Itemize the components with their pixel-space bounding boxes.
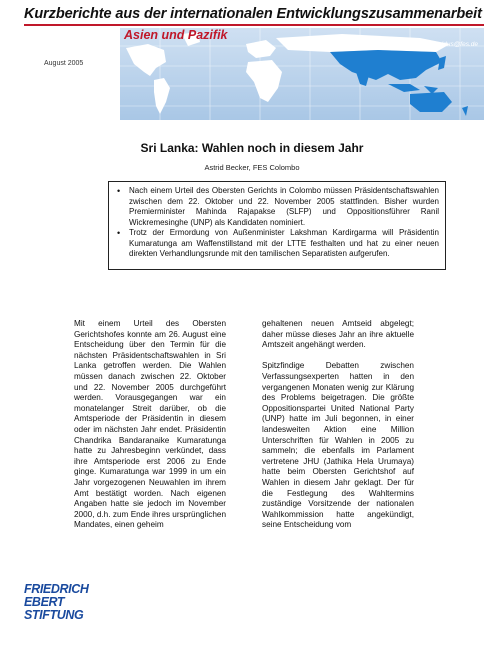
logo-line: FRIEDRICH [24, 582, 89, 596]
article-title: Sri Lanka: Wahlen noch in diesem Jahr [140, 141, 364, 155]
summary-list [115, 186, 439, 260]
region-title: Asien und Pazifik [124, 28, 228, 42]
logo-line: STIFTUNG [24, 608, 84, 622]
logo-line: EBERT [24, 595, 65, 609]
series-title: Kurzberichte aus der internationalen Entwicklungszusammenarbeit [24, 6, 482, 22]
body-column-left [74, 319, 226, 541]
title-rule [24, 24, 484, 26]
body-column-right [262, 319, 414, 541]
body-paragraph: gehaltenen neuen Amtseid abgelegt; daher müsse dieses Jahr an ihre aktuelle Amtszeit angehängt werden. [262, 319, 414, 350]
article-byline: Astrid Becker, FES Colombo [204, 163, 300, 172]
body-paragraph: Spitzfindige Debatten zwischen Verfassungsexperten hatten in den vergangenen Monaten wenig zur Klärung des Problems beigetragen. Die größte Oppositionspartei United National Party (UNP) hatte im Juli begonnen, in einer landesweiten Aktion eine Million Unterschriften für Wahlen in 2005 zu sammeln; die ebenfalls im Parlament vertretene JHU (Jathika Hela Urumaya) hatte beim Obersten Gerichtshof auf Wahlen in diesem Jahr geklagt. Der für die Festlegung des Wahltermins zuständige Vorsitzende der nationalen Wahlkommission hatte angekündigt, seine Entscheidung vom [262, 361, 414, 530]
summary-item: • Trotz der Ermordung von Außenminister Lakshman Kardirgarma will Präsidentin Kumaratunga am Waffenstillstand mit der LTTE festhalten und hat zu einer neuen direkten Verhandlungsrunde mit den tamilischen Separatisten aufgerufen. [115, 228, 439, 260]
responsible-contact: Verantwortlich: beate.bartoldus@fes.de [364, 41, 478, 48]
summary-box [108, 181, 446, 270]
summary-item: • Nach einem Urteil des Obersten Gerichts in Colombo müssen Präsidentschaftswahlen zwischen dem 22. Oktober und 22. November 2005 stattfinden. Bisher wurden Premierminister Mahinda Rajapakse (SLFP) und Oppositionsführer Ranil Wickremesinghe (UNP) als Kandidaten nominiert. [115, 186, 439, 228]
fes-logo [24, 583, 128, 622]
body-paragraph: Mit einem Urteil des Obersten Gerichtshofes konnte am 26. August eine Entscheidung über den Termin für die nächsten Präsidentschaftswahlen in Sri Lanka getroffen werden. Die Wahlen müssen danach zwischen 22. Oktober und 22. November 2005 durchgeführt werden. Vorausgegangen war ein monatelanger Streit darüber, ob die Amtsperiode der Präsidentin in diesem oder im nächsten Jahr endet. Präsidentin Chandrika Bandaranaike Kumaratunga hatte zu Jahresbeginn verkündet, dass ihre Amtsperiode erst 2006 zu Ende ginge. Kumaratunga war 1999 in um ein Jahr vorgezogenen Neuwahlen im ihrem Amt bestätigt worden. Nach eigenen Angaben hatte sie jedoch im November 2000, d.h. zum Ende ihres ursprünglichen Mandates, einen geheim [74, 319, 226, 530]
publication-date: August 2005 [44, 60, 84, 67]
